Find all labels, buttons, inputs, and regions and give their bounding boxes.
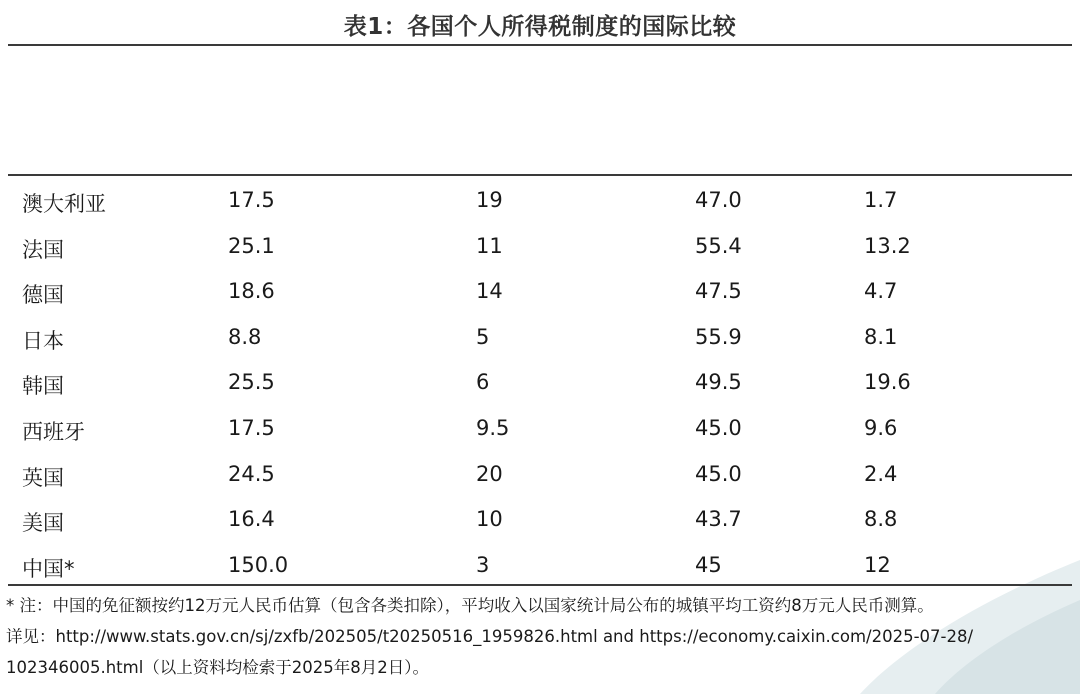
top-rate-income-cell: 8.1 <box>864 324 898 349</box>
marginal-rate-cell: 20 <box>476 461 503 486</box>
top-rate-cell: 47.5 <box>695 279 742 304</box>
top-rate-cell: 47.0 <box>695 188 742 212</box>
table-row <box>0 451 1080 497</box>
top-rate-cell: 55.9 <box>695 324 742 349</box>
country-cell: 日本 <box>22 328 64 353</box>
table-row <box>0 405 1080 451</box>
top-rate-cell: 45.0 <box>695 461 742 486</box>
top-rate-income-cell: 12 <box>864 552 891 577</box>
exemption-ratio-cell: 8.8 <box>228 324 262 349</box>
exemption-ratio-cell: 150.0 <box>228 552 289 577</box>
country-cell: 韩国 <box>22 374 64 399</box>
exemption-ratio-cell: 25.5 <box>228 370 275 395</box>
table-row <box>0 359 1080 405</box>
top-rate-cell: 43.7 <box>695 507 742 532</box>
top-rate-cell: 49.5 <box>695 370 742 395</box>
table-row <box>0 268 1080 314</box>
country-cell: 西班牙 <box>22 420 85 444</box>
marginal-rate-cell: 14 <box>476 279 503 304</box>
table-bottom-rule <box>8 584 1072 586</box>
country-cell: 英国 <box>22 465 64 490</box>
marginal-rate-cell: 11 <box>476 233 503 258</box>
top-rate-cell: 45.0 <box>695 416 742 440</box>
exemption-ratio-cell: 17.5 <box>228 416 275 440</box>
marginal-rate-cell: 3 <box>476 552 490 577</box>
country-cell: 德国 <box>22 283 64 308</box>
marginal-rate-cell: 9.5 <box>476 416 510 440</box>
table-header-rule <box>8 174 1072 176</box>
top-rate-income-cell: 4.7 <box>864 279 898 304</box>
exemption-ratio-cell: 16.4 <box>228 507 275 532</box>
country-cell: 澳大利亚 <box>22 192 106 216</box>
table-row <box>0 223 1080 269</box>
top-rate-income-cell: 1.7 <box>864 188 898 212</box>
table-row <box>0 314 1080 360</box>
top-rate-cell: 45 <box>695 552 722 577</box>
table-notes <box>6 590 1078 683</box>
table-title: 表1：各国个人所得税制度的国际比较 <box>343 14 737 40</box>
marginal-rate-cell: 10 <box>476 507 503 532</box>
top-rate-income-cell: 2.4 <box>864 461 898 486</box>
exemption-ratio-cell: 25.1 <box>228 233 275 258</box>
note-line: 详见：http://www.stats.gov.cn/sj/zxfb/202505/t20250516_1959826.html and https://economy.caixin.com/2025-07-28/ <box>6 627 974 646</box>
marginal-rate-cell: 5 <box>476 324 490 349</box>
top-rate-income-cell: 13.2 <box>864 233 911 258</box>
country-cell: 美国 <box>22 511 64 536</box>
marginal-rate-cell: 6 <box>476 370 490 395</box>
table-row <box>0 177 1080 223</box>
exemption-ratio-cell: 18.6 <box>228 279 275 304</box>
note-line: * 注：中国的免征额按约12万元人民币估算（包含各类扣除），平均收入以国家统计局公布的城镇平均工资约8万元人民币测算。 <box>6 596 934 615</box>
country-cell: 法国 <box>22 237 64 262</box>
marginal-rate-cell: 19 <box>476 188 503 212</box>
country-cell: 中国* <box>22 556 75 581</box>
note-line: 102346005.html（以上资料均检索于2025年8月2日）。 <box>6 658 430 677</box>
exemption-ratio-cell: 17.5 <box>228 188 275 212</box>
top-rate-income-cell: 8.8 <box>864 507 898 532</box>
top-rate-income-cell: 9.6 <box>864 416 898 440</box>
top-rate-income-cell: 19.6 <box>864 370 911 395</box>
exemption-ratio-cell: 24.5 <box>228 461 275 486</box>
table-row <box>0 542 1080 588</box>
table-top-rule <box>8 44 1072 46</box>
top-rate-cell: 55.4 <box>695 233 742 258</box>
table-row <box>0 496 1080 542</box>
